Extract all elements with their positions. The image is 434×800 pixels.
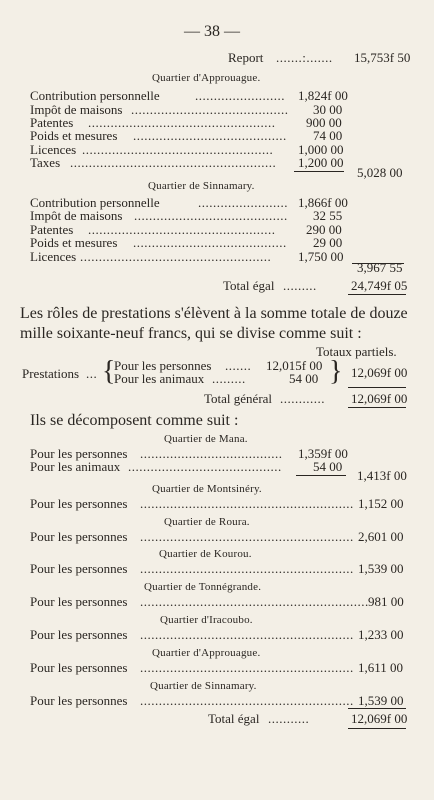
subtotal-value: 1,413f 00 bbox=[357, 468, 407, 483]
row-label: Pour les personnes bbox=[30, 496, 128, 511]
sum-rule bbox=[348, 387, 406, 388]
row-value: 1,539 00 bbox=[358, 561, 404, 576]
row-value: 1,611 00 bbox=[358, 660, 404, 675]
totaux-partiels: Totaux partiels. bbox=[316, 344, 397, 359]
leader-dots: .................................................. bbox=[88, 222, 276, 237]
subtotal-value: 3,967 55 bbox=[357, 260, 403, 275]
row-value: 1,359f 00 bbox=[298, 446, 348, 461]
left-brace: { bbox=[102, 356, 116, 387]
row-value: 54 00 bbox=[313, 459, 343, 474]
leader-dots: ................................................... bbox=[82, 142, 274, 157]
section-heading: Quartier d'Approuague. bbox=[152, 647, 261, 659]
row-value: 290 00 bbox=[306, 222, 342, 237]
leader-dots: ...................................... bbox=[140, 446, 283, 461]
animals-label: Pour les animaux bbox=[114, 371, 205, 386]
leader-dots: ......................................................... bbox=[140, 627, 354, 642]
row-label: Poids et mesures bbox=[30, 128, 118, 143]
row-value: 1,539 00 bbox=[358, 693, 404, 708]
row-value: 1,233 00 bbox=[358, 627, 404, 642]
row-label: Contribution personnelle bbox=[30, 88, 160, 103]
row-label: Pour les personnes bbox=[30, 660, 128, 675]
leader-dots: ......................................... bbox=[133, 235, 287, 250]
sum-rule bbox=[348, 708, 406, 709]
leader-dots: ................................................... bbox=[80, 249, 272, 264]
leader-dots: ......................................................... bbox=[140, 693, 354, 708]
section-heading: Quartier de Sinnamary. bbox=[148, 180, 255, 192]
leader-dots: ......... bbox=[283, 278, 317, 293]
leader-dots: ......................................................... bbox=[140, 529, 354, 544]
leader-dots: ....... bbox=[225, 358, 252, 373]
leader-dots: .......................................... bbox=[131, 102, 289, 117]
report-label: Report bbox=[228, 50, 264, 65]
subtotal-value: 5,028 00 bbox=[357, 165, 403, 180]
section-heading: Quartier de Roura. bbox=[164, 516, 250, 528]
row-label: Pour les personnes bbox=[30, 561, 128, 576]
animals-value: 54 00 bbox=[289, 371, 319, 386]
paragraph-line: Les rôles de prestations s'élèvent à la somme totale de douze bbox=[20, 305, 408, 322]
row-value: 1,200 00 bbox=[298, 155, 344, 170]
row-value: 1,152 00 bbox=[358, 496, 404, 511]
leader-dots: ......................................................... bbox=[140, 561, 354, 576]
section-heading: Quartier d'Iracoubo. bbox=[160, 614, 253, 626]
leader-dots: ........................ bbox=[195, 88, 285, 103]
row-label: Pour les personnes bbox=[30, 529, 128, 544]
prestations-label: Prestations bbox=[22, 366, 80, 381]
sum-rule bbox=[294, 171, 344, 172]
total-rule bbox=[348, 728, 406, 729]
row-label: Pour les personnes bbox=[30, 627, 128, 642]
row-value: 900 00 bbox=[306, 115, 342, 130]
total-value: 24,749f 05 bbox=[351, 278, 408, 293]
leader-dots: ......................................... bbox=[133, 128, 287, 143]
total-label: Total égal bbox=[208, 711, 260, 726]
leader-dots: ......................................................... bbox=[140, 660, 354, 675]
row-label: Patentes bbox=[30, 222, 74, 237]
report-value: 15,753f 50 bbox=[354, 50, 411, 65]
decomposent-heading: Ils se décomposent comme suit : bbox=[30, 412, 239, 429]
row-value: 29 00 bbox=[313, 235, 343, 250]
partial-total-value: 12,069f 00 bbox=[351, 365, 408, 380]
leader-dots: ......................................... bbox=[134, 208, 288, 223]
persons-label: Pour les personnes bbox=[114, 358, 212, 373]
row-label: Pour les animaux bbox=[30, 459, 121, 474]
total-general-value: 12,069f 00 bbox=[351, 391, 408, 406]
row-value: 1,824f 00 bbox=[298, 88, 348, 103]
row-label: Licences bbox=[30, 249, 77, 264]
row-label: Pour les personnes bbox=[30, 594, 128, 609]
row-label: Taxes bbox=[30, 155, 61, 170]
section-heading: Quartier de Kourou. bbox=[159, 548, 252, 560]
leader-dots: ....................................................... bbox=[70, 155, 277, 170]
row-value: 1,866f 00 bbox=[298, 195, 348, 210]
row-label: Licences bbox=[30, 142, 77, 157]
section-heading: Quartier de Mana. bbox=[164, 433, 248, 445]
leader-dots: ......................................................... bbox=[140, 496, 354, 511]
row-label: Pour les personnes bbox=[30, 693, 128, 708]
row-label: Contribution personnelle bbox=[30, 195, 160, 210]
total-value: 12,069f 00 bbox=[351, 711, 408, 726]
row-label: Patentes bbox=[30, 115, 74, 130]
section-heading: Quartier de Sinnamary. bbox=[150, 680, 257, 692]
total-rule bbox=[348, 294, 406, 295]
total-label: Total égal bbox=[223, 278, 275, 293]
row-value: 1,750 00 bbox=[298, 249, 344, 264]
row-value: 1,000 00 bbox=[298, 142, 344, 157]
paragraph-line: mille soixante-neuf francs, qui se divise comme suit : bbox=[20, 325, 362, 342]
row-value: 30 00 bbox=[313, 102, 343, 117]
leader-dots: ......................................... bbox=[128, 459, 282, 474]
section-heading: Quartier d'Approuague. bbox=[152, 72, 261, 84]
section-heading: Quartier de Tonnégrande. bbox=[144, 581, 262, 593]
leader-dots: .......:....... bbox=[276, 50, 333, 65]
leader-dots: ........................ bbox=[198, 195, 288, 210]
total-rule bbox=[348, 407, 406, 408]
total-general-label: Total général bbox=[204, 391, 273, 406]
row-value: 74 00 bbox=[313, 128, 343, 143]
right-brace: } bbox=[329, 356, 343, 387]
sum-rule bbox=[296, 475, 346, 476]
leader-dots: ............................................................. bbox=[140, 594, 369, 609]
section-heading: Quartier de Montsinéry. bbox=[152, 483, 262, 495]
page-number: — 38 — bbox=[184, 23, 240, 40]
leader-dots: ............ bbox=[280, 391, 325, 406]
row-label: Poids et mesures bbox=[30, 235, 118, 250]
row-value: 981 00 bbox=[368, 594, 404, 609]
row-label: Pour les personnes bbox=[30, 446, 128, 461]
leader-dots: .................................................. bbox=[88, 115, 276, 130]
row-label: Impôt de maisons bbox=[30, 102, 123, 117]
leader-dots: ........... bbox=[268, 711, 310, 726]
row-value: 32 55 bbox=[313, 208, 343, 223]
persons-value: 12,015f 00 bbox=[266, 358, 323, 373]
row-label: Impôt de maisons bbox=[30, 208, 123, 223]
row-value: 2,601 00 bbox=[358, 529, 404, 544]
leader-dots: ......... bbox=[212, 371, 246, 386]
leader-dots: ... bbox=[86, 366, 98, 381]
